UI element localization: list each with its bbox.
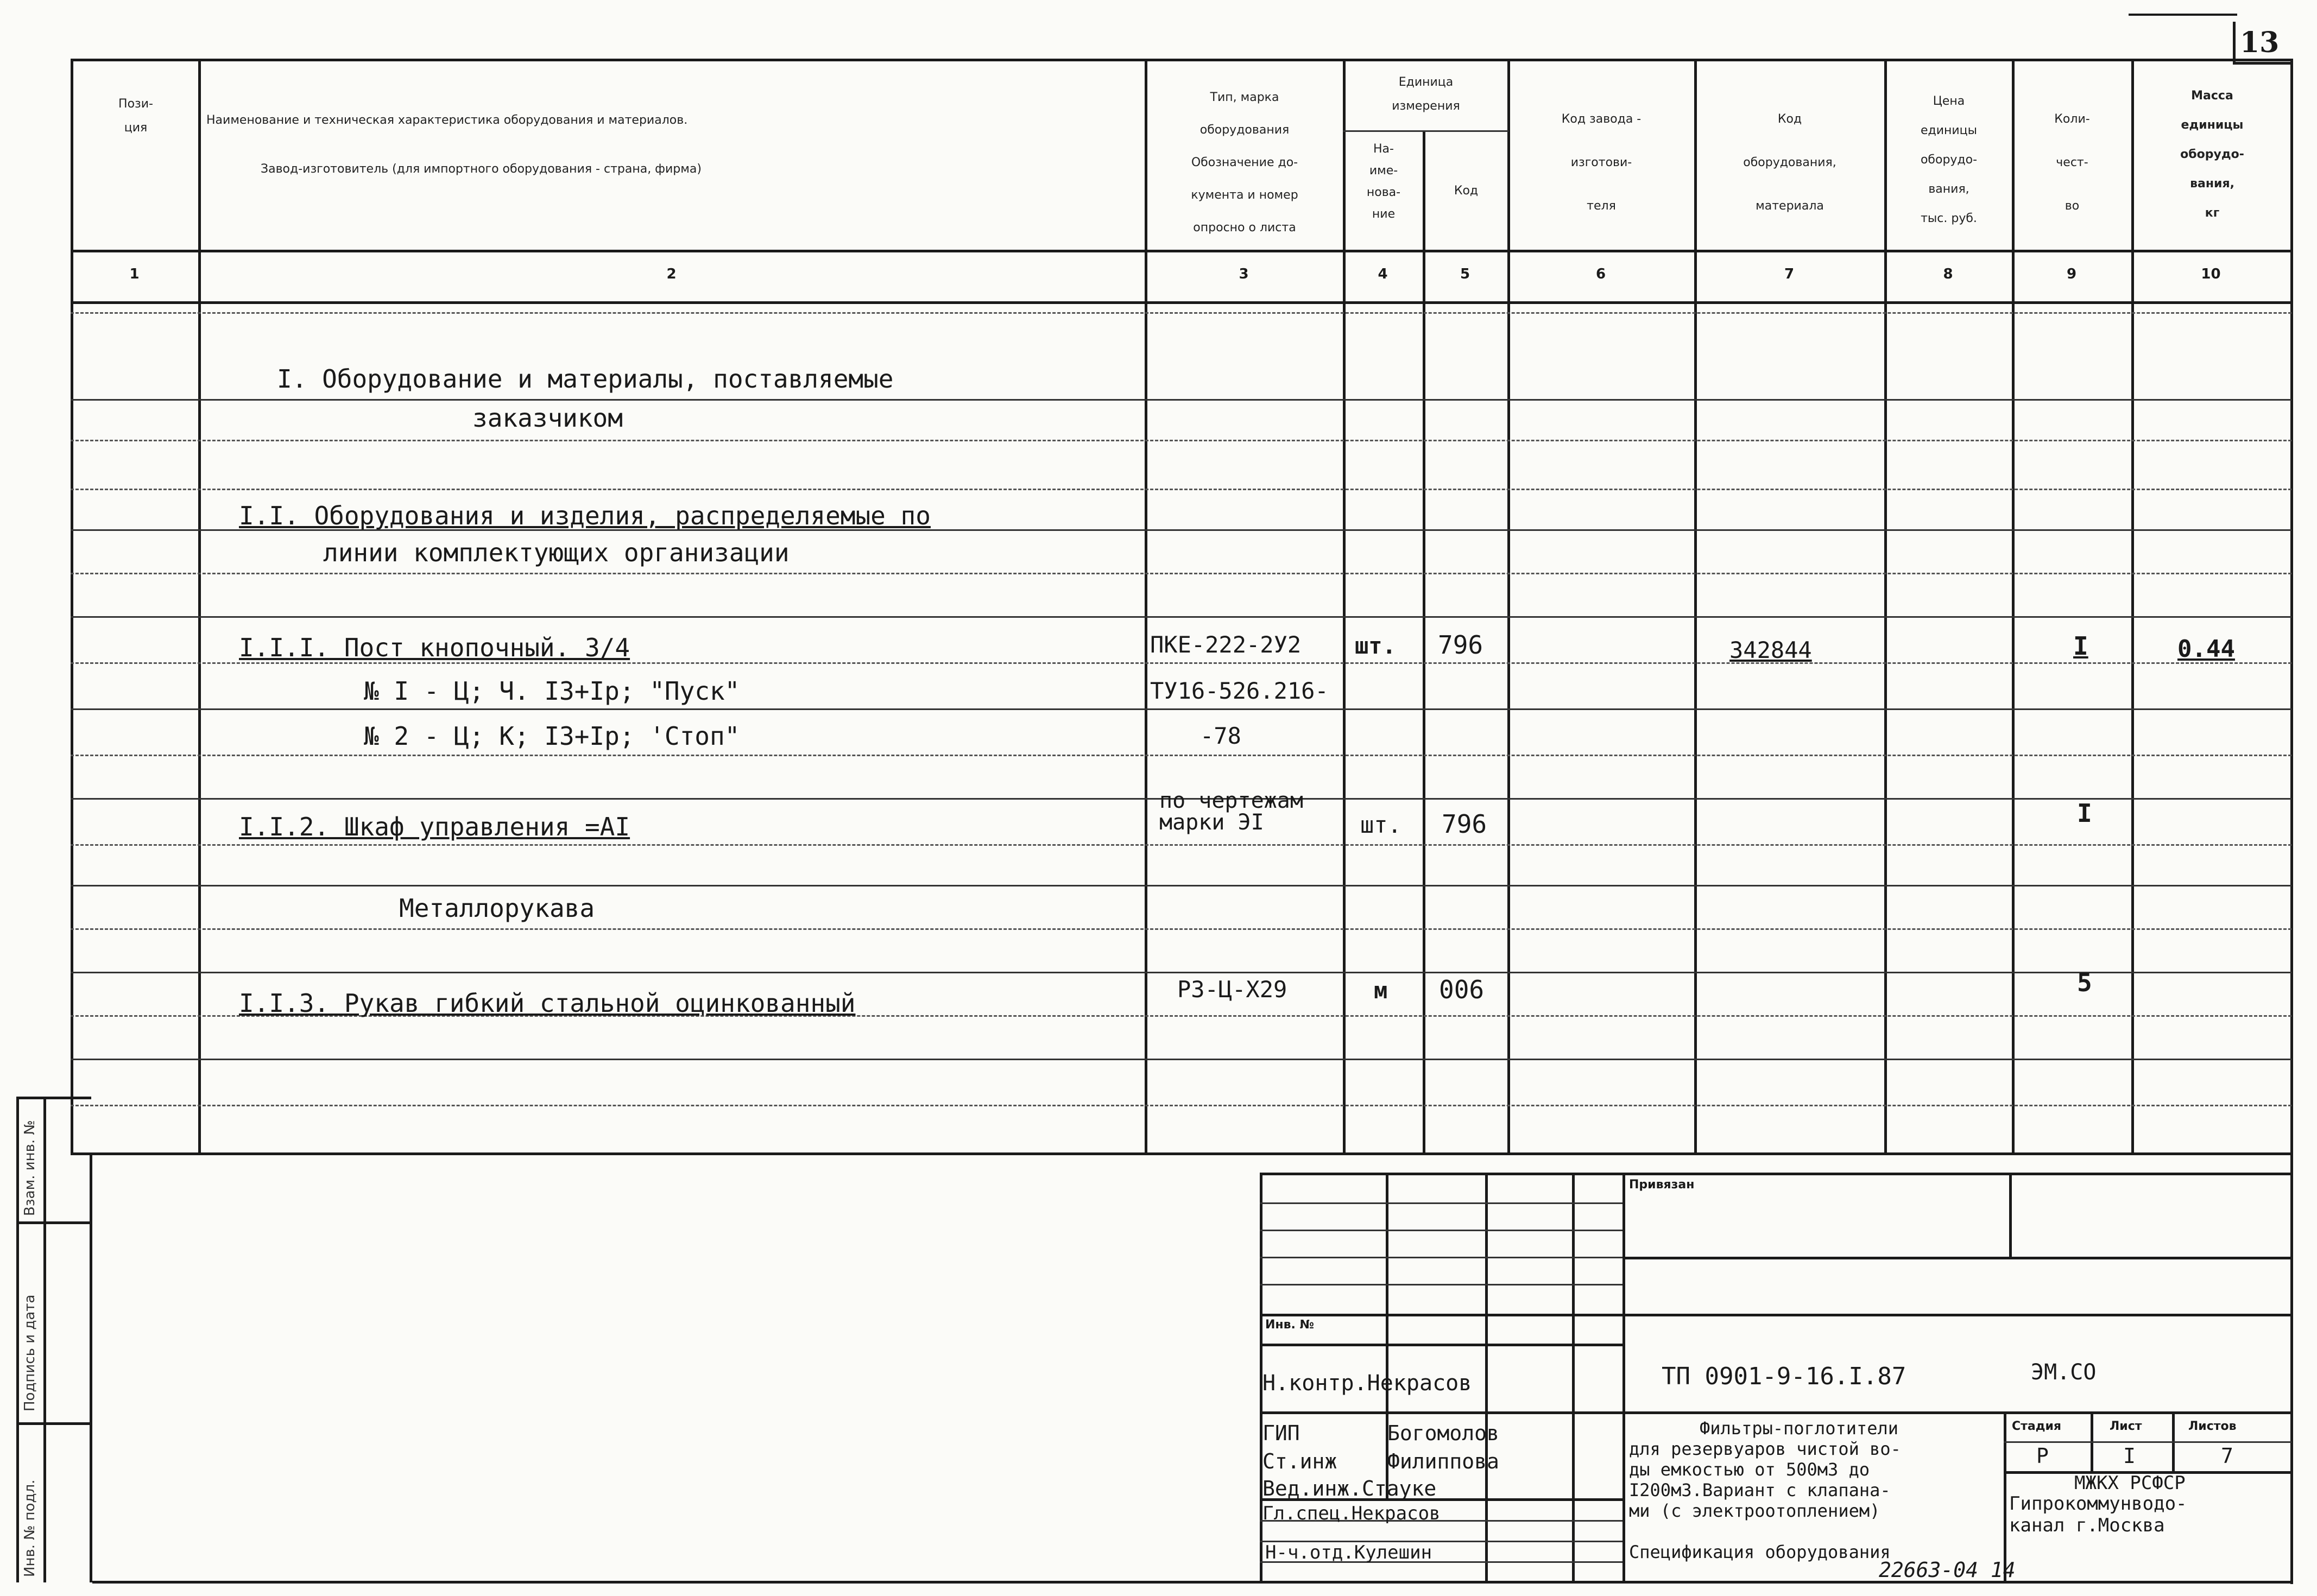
section-1-title-cont: заказчиком <box>472 403 623 433</box>
org-line-2: Гипрокоммунводо- <box>2009 1493 2187 1515</box>
org-line-1: МЖКХ РСФСР <box>2074 1472 2186 1494</box>
title-line-1: Фильтры-поглотители <box>1700 1418 1899 1439</box>
ved-ing: Вед.инж.Стауке <box>1262 1477 1437 1500</box>
list-value: I <box>2123 1444 2136 1468</box>
header-type: Тип, марка оборудования Обозначение до- кумента и номер опросно о листа <box>1191 91 1298 235</box>
column-number-9: 9 <box>2066 266 2077 282</box>
header-mass: Масса единицы оборудо- вания, кг <box>2180 89 2244 220</box>
title-line-2: для резервуаров чистой во- <box>1629 1439 1901 1459</box>
item-111-unit: шт. <box>1355 632 1396 659</box>
header-name-line2: Завод-изготовитель (для импортного оборудования - страна, фирма) <box>261 162 702 176</box>
inv-no-label: Инв. № <box>1265 1318 1315 1332</box>
document-code: ТП 0901-9-16.I.87 <box>1662 1363 1906 1390</box>
item-112-type-line2: марки ЭI <box>1159 810 1264 835</box>
header-unit-code: Код <box>1454 184 1479 198</box>
title-line-6: Спецификация оборудования <box>1629 1542 1891 1562</box>
title-line-5: ми (с электроотоплением) <box>1629 1500 1880 1521</box>
item-111-mass: 0.44 <box>2177 635 2235 663</box>
header-unit-group: Единица измерения <box>1392 75 1460 113</box>
nach-otd: Н-ч.отд.Кулешин <box>1265 1542 1432 1563</box>
side-label-inv: Инв. № подл. <box>22 1479 38 1577</box>
listov-label: Листов <box>2188 1420 2237 1433</box>
item-111-unit-code: 796 <box>1438 630 1483 660</box>
title-line-4: I200м3.Вариант с клапана- <box>1629 1480 1891 1500</box>
item-112-unit-code: 796 <box>1442 809 1487 839</box>
item-111-type-line3: -78 <box>1200 723 1241 749</box>
page-number: 13 <box>2240 26 2280 59</box>
column-number-1: 1 <box>129 266 140 282</box>
table-top-border <box>71 59 2291 61</box>
header-unit-name: На- име- нова- ние <box>1366 142 1401 221</box>
document-mark: ЭМ.СО <box>2031 1360 2097 1385</box>
item-111-name: I.I.I. Пост кнопочный. 3/4 <box>239 633 630 662</box>
header-name-line1: Наименование и техническая характеристика оборудования и материалов. <box>206 113 688 127</box>
metal-hoses-heading: Металлорукава <box>399 894 595 923</box>
section-11-title: I.I. Оборудования и изделия, распределяемые по <box>239 501 931 530</box>
item-111-equipment-code: 342844 <box>1729 637 1812 663</box>
header-equipment-code: Код оборудования, материала <box>1743 112 1836 213</box>
item-111-type: ПКЕ-222-2У2 <box>1150 631 1302 658</box>
section-1-title: I. Оборудование и материалы, поставляемые <box>277 364 894 394</box>
item-112-quantity: I <box>2077 799 2092 828</box>
column-number-8: 8 <box>1943 266 1953 282</box>
column-number-10: 10 <box>2201 266 2221 282</box>
column-number-5: 5 <box>1460 266 1470 282</box>
bottom-reference-number: 22663-04 14 <box>1879 1558 2016 1582</box>
org-line-3: канал г.Москва <box>2009 1515 2165 1536</box>
side-label-vzam: Взам. инв. № <box>22 1120 38 1216</box>
header-quantity: Коли- чест- во <box>2054 112 2090 213</box>
item-112-type: по чертежам <box>1159 788 1303 813</box>
st-ing-name: Филиппова <box>1387 1449 1499 1473</box>
item-113-name: I.I.3. Рукав гибкий стальной оцинкованный <box>239 989 856 1018</box>
column-number-4: 4 <box>1378 266 1388 282</box>
item-112-name: I.I.2. Шкаф управления =AI <box>239 812 630 841</box>
stadiya-value: Р <box>2036 1444 2049 1468</box>
column-number-3: 3 <box>1239 266 1249 282</box>
gip-label: ГИП <box>1262 1421 1300 1445</box>
header-position: Пози- ция <box>118 97 153 135</box>
item-112-unit: шт. <box>1360 812 1401 838</box>
privyazan-label: Привязан <box>1629 1178 1695 1192</box>
item-111-quantity: I <box>2073 631 2088 661</box>
stadiya-label: Стадия <box>2012 1420 2062 1433</box>
item-111-name-line2: № I - Ц; Ч. I3+Iр; "Пуск" <box>364 676 740 706</box>
side-label-sign: Подпись и дата <box>22 1294 38 1411</box>
gip-name: Богомолов <box>1387 1421 1499 1445</box>
column-number-7: 7 <box>1784 266 1795 282</box>
column-number-6: 6 <box>1595 266 1606 282</box>
table-right-border <box>2290 59 2293 1584</box>
column-number-2: 2 <box>666 266 677 282</box>
title-line-3: ды емкостью от 500м3 до <box>1629 1459 1870 1480</box>
section-11-title-cont: линии комплектующих организации <box>323 538 790 567</box>
item-113-unit: м <box>1374 977 1388 1004</box>
item-113-type: РЗ-Ц-Х29 <box>1177 976 1287 1003</box>
item-113-unit-code: 006 <box>1439 975 1485 1004</box>
header-factory-code: Код завода - изготови- теля <box>1561 112 1642 213</box>
st-ing-label: Ст.инж <box>1262 1449 1337 1473</box>
n-kontr-name: Н.контр.Некрасов <box>1262 1371 1472 1396</box>
listov-value: 7 <box>2221 1444 2233 1468</box>
item-111-name-line3: № 2 - Ц; К; I3+Iр; 'Стоп" <box>364 721 740 751</box>
list-label: Лист <box>2110 1420 2142 1433</box>
gl-spec: Гл.спец.Некрасов <box>1262 1503 1441 1524</box>
item-111-type-line2: ТУ16-526.216- <box>1150 677 1329 704</box>
header-price: Цена единицы оборудо- вания, тыс. руб. <box>1920 94 1978 225</box>
item-113-quantity: 5 <box>2077 968 2092 997</box>
